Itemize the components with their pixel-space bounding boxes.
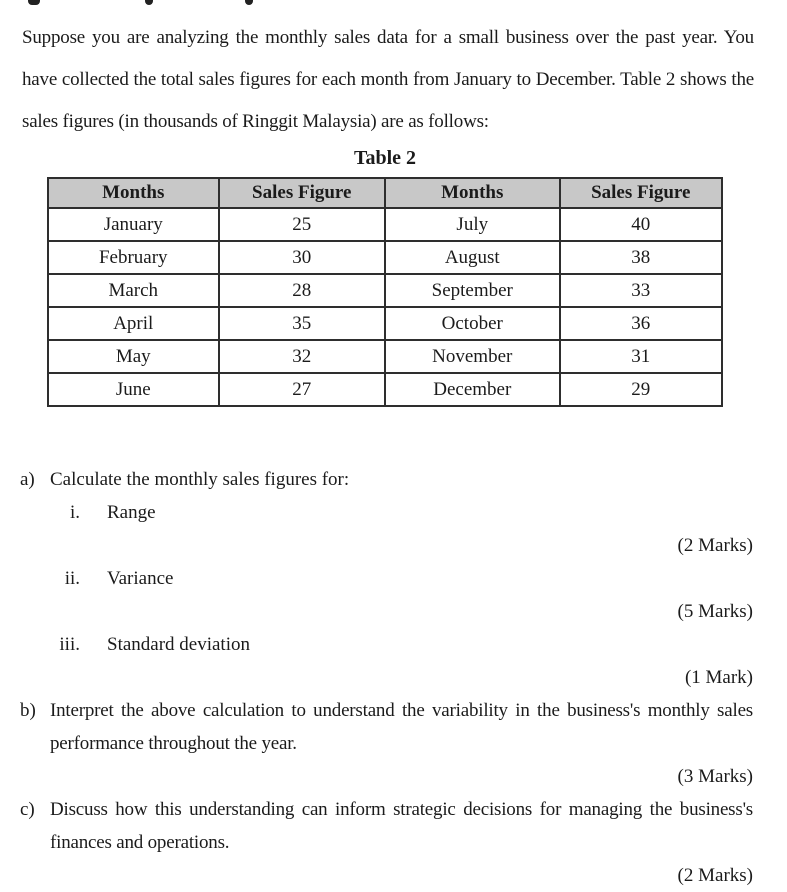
question-a-text: Calculate the monthly sales figures for: [50,469,350,490]
month-cell: November [385,340,560,373]
subitem-ii-numeral: ii. [64,568,80,589]
marks-label: (2 Marks) [677,535,753,556]
table-row [48,208,722,241]
column-header-months: Months [48,178,219,208]
marks-label: (3 Marks) [677,766,753,787]
month-cell: March [48,274,219,307]
table-row [48,340,722,373]
column-header-months: Months [385,178,560,208]
sales-figure-cell: 29 [560,373,722,406]
sales-figure-cell: 33 [560,274,722,307]
marks-label: (1 Mark) [684,667,753,688]
month-cell: August [385,241,560,274]
clipped-previous-line [0,0,787,12]
column-header-sales-figure: Sales Figure [560,178,722,208]
subitem-i [0,496,787,529]
subitem-i-text: Range [107,502,156,523]
month-cell: April [48,307,219,340]
question-a-label: a) [20,469,35,490]
sales-figure-cell: 32 [219,340,385,373]
sales-figure-cell: 27 [219,373,385,406]
question-c [0,793,787,859]
clipped-text-remnant [145,0,153,5]
sales-figure-cell: 38 [560,241,722,274]
table-row [48,241,722,274]
question-c-label: c) [20,799,35,820]
month-cell: December [385,373,560,406]
question-b-text: Interpret the above calculation to understand the variability in the business's monthly sales performance throughout the year. [50,700,753,754]
sales-table [47,177,723,407]
month-cell: May [48,340,219,373]
month-cell: September [385,274,560,307]
month-cell: October [385,307,560,340]
month-cell: June [48,373,219,406]
sales-figure-cell: 40 [560,208,722,241]
intro-paragraph: Suppose you are analyzing the monthly sales data for a small business over the past year. You have collected the total sales figures for each month from January to December. Table 2 shows the sales figures (in thousands of Ringgit Malaysia) are as follows: [22,27,754,132]
table-row [48,274,722,307]
table-row [48,307,722,340]
sales-figure-cell: 25 [219,208,385,241]
question-b-label: b) [20,700,36,721]
month-cell: January [48,208,219,241]
subitem-i-numeral: i. [69,502,80,523]
question-a [0,463,787,496]
sales-figure-cell: 36 [560,307,722,340]
table-header-row [48,178,722,208]
subitem-iii-text: Standard deviation [107,634,250,655]
subitem-ii-text: Variance [107,568,174,589]
column-header-sales-figure: Sales Figure [219,178,385,208]
sales-figure-cell: 31 [560,340,722,373]
sales-figure-cell: 35 [219,307,385,340]
questions-section [0,463,787,892]
subitem-ii [0,562,787,595]
marks-label: (5 Marks) [677,601,753,622]
month-cell: July [385,208,560,241]
subitem-iii-numeral: iii. [59,634,80,655]
marks-label: (2 Marks) [677,865,753,886]
table-caption: Table 2 [353,147,417,169]
sales-figure-cell: 30 [219,241,385,274]
clipped-text-remnant [245,0,253,5]
table-row [48,373,722,406]
sales-figure-cell: 28 [219,274,385,307]
month-cell: February [48,241,219,274]
question-b [0,694,787,760]
subitem-iii [0,628,787,661]
clipped-text-remnant [28,0,40,5]
question-c-text: Discuss how this understanding can inform strategic decisions for managing the business's finances and operations. [50,799,753,853]
